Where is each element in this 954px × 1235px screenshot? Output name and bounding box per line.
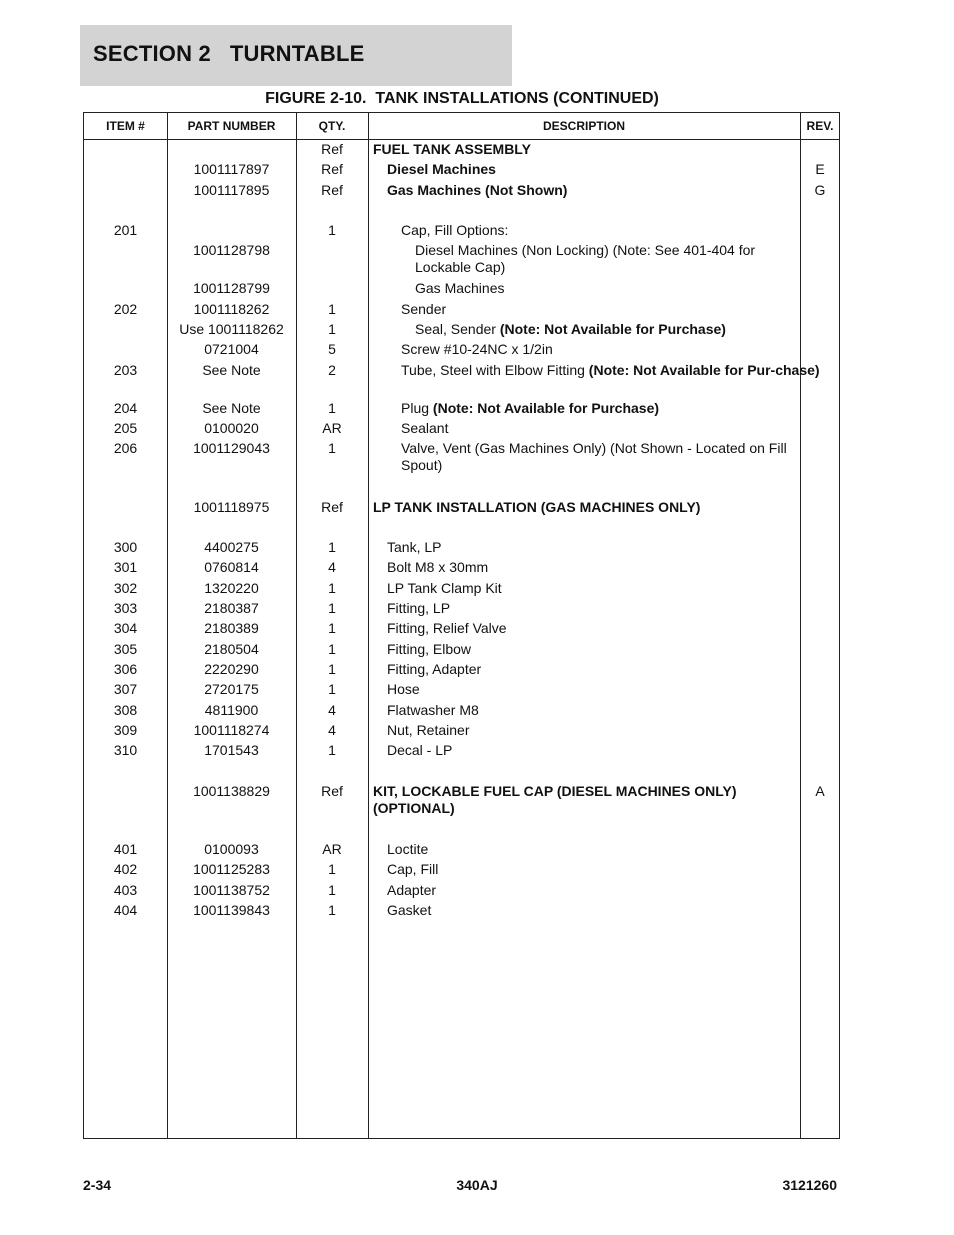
header-description: DESCRIPTION [542, 119, 625, 133]
model-name: 340AJ [456, 1177, 498, 1193]
description: LP Tank Clamp Kit [387, 579, 502, 596]
quantity: 1 [328, 300, 336, 317]
quantity: 1 [328, 222, 336, 239]
description: Sender [401, 300, 447, 317]
item-number: 401 [113, 841, 138, 858]
item-number: 404 [113, 901, 138, 918]
header-part-number: PART NUMBER [187, 119, 276, 133]
item-number: 204 [113, 399, 138, 416]
part-number: 0721004 [204, 341, 259, 358]
quantity: 1 [328, 881, 336, 898]
header-item: ITEM # [106, 119, 145, 133]
part-number: 0100020 [204, 419, 259, 436]
quantity: 1 [328, 579, 336, 596]
description: Cap, Fill [387, 861, 439, 878]
description: LP TANK INSTALLATION (GAS MACHINES ONLY) [373, 498, 701, 515]
table-body [84, 140, 839, 921]
quantity: 1 [328, 600, 336, 617]
item-number: 305 [113, 640, 138, 657]
quantity: Ref [321, 782, 343, 799]
part-number: 1001117897 [193, 161, 270, 178]
table-row [84, 701, 839, 721]
table-row [84, 399, 839, 419]
table-row [84, 439, 839, 477]
table-row [84, 221, 839, 241]
description [373, 321, 795, 338]
page-number: 2-34 [83, 1177, 112, 1193]
row-spacer [84, 477, 839, 497]
item-number: 201 [113, 222, 138, 239]
part-number: 1001118262 [193, 300, 270, 317]
description: Adapter [387, 881, 437, 898]
part-number: 1001129043 [193, 440, 270, 457]
table-row [84, 860, 839, 880]
section-title: SECTION 2 TURNTABLE [93, 41, 365, 66]
table-row [84, 419, 839, 439]
description: Screw #10-24NC x 1/2in [401, 341, 553, 358]
part-number: 1001118975 [193, 498, 270, 515]
table-row [84, 300, 839, 320]
description: Nut, Retainer [387, 721, 470, 738]
part-number: 1001138752 [193, 881, 270, 898]
table-row [84, 241, 839, 279]
table-row [84, 181, 839, 201]
part-number: 1001118274 [193, 721, 270, 738]
table-row [84, 340, 839, 360]
table-row [84, 721, 839, 741]
table-row [84, 361, 839, 399]
item-number: 301 [113, 559, 138, 576]
quantity: 4 [328, 721, 336, 738]
part-number: 2180389 [204, 620, 259, 637]
quantity: 4 [328, 559, 336, 576]
quantity: Ref [321, 498, 343, 515]
part-number: See Note [202, 361, 261, 378]
description: Gas Machines [415, 280, 505, 297]
row-spacer [84, 761, 839, 781]
table-row [84, 901, 839, 921]
description: Valve, Vent (Gas Machines Only) (Not Shown - Located on Fill Spout) [401, 440, 787, 474]
description: Diesel Machines [387, 161, 496, 178]
quantity: 1 [328, 620, 336, 637]
part-number: 2180504 [204, 640, 259, 657]
part-number: See Note [202, 399, 261, 416]
description: Hose [387, 681, 420, 698]
table-row [84, 579, 839, 599]
table-row [84, 140, 839, 160]
part-number: 2720175 [204, 681, 259, 698]
description: Sealant [401, 419, 449, 436]
description-text: Tube, Steel with Elbow Fitting [401, 361, 589, 378]
description-note: (Note: Not Available for Pur-chase) [588, 361, 820, 378]
table-row [84, 680, 839, 700]
quantity: 1 [328, 861, 336, 878]
description-text: Seal, Sender [415, 321, 500, 338]
table-row [84, 840, 839, 860]
revision: A [815, 782, 825, 799]
quantity: Ref [321, 181, 343, 198]
figure-title: FIGURE 2-10. TANK INSTALLATIONS (CONTINUED) [265, 90, 659, 107]
item-number: 310 [113, 742, 138, 759]
description: Fitting, Elbow [387, 640, 472, 657]
quantity: 1 [328, 640, 336, 657]
description: Loctite [387, 841, 429, 858]
description: Gas Machines (Not Shown) [387, 181, 568, 198]
description: Tank, LP [387, 539, 442, 556]
quantity: 1 [328, 440, 336, 457]
description: FUEL TANK ASSEMBLY [373, 141, 531, 157]
item-number: 206 [113, 440, 138, 457]
item-number: 402 [113, 861, 138, 878]
part-number: 1001128798 [193, 242, 270, 259]
table-row [84, 498, 839, 518]
quantity: AR [322, 841, 342, 858]
description [373, 400, 823, 417]
quantity: 1 [328, 681, 336, 698]
quantity: 1 [328, 901, 336, 918]
item-number: 205 [113, 419, 138, 436]
header-rev: REV. [806, 119, 834, 133]
part-number: 1001125283 [193, 861, 270, 878]
description: Fitting, LP [387, 600, 451, 617]
item-number: 302 [113, 579, 138, 596]
description-text: Plug [401, 399, 433, 416]
item-number: 306 [113, 660, 138, 677]
table-row [84, 160, 839, 180]
part-number: 1001117895 [193, 181, 270, 198]
part-number: 1001138829 [193, 782, 270, 799]
table-row [84, 279, 839, 299]
table-row [84, 640, 839, 660]
description: Gasket [387, 901, 432, 918]
quantity: 1 [328, 399, 336, 416]
item-number: 309 [113, 721, 138, 738]
description: KIT, LOCKABLE FUEL CAP (DIESEL MACHINES ONLY) (OPTIONAL) [373, 782, 737, 816]
part-number: 1320220 [204, 579, 259, 596]
quantity: 1 [328, 321, 336, 338]
quantity: AR [322, 419, 342, 436]
part-number: 4400275 [204, 539, 259, 556]
table-row [84, 660, 839, 680]
table-row [84, 782, 839, 820]
description: Fitting, Relief Valve [387, 620, 507, 637]
part-number: 4811900 [204, 701, 259, 718]
table-row [84, 619, 839, 639]
part-number: 2220290 [204, 660, 259, 677]
document-number: 3121260 [782, 1177, 837, 1193]
part-number: 0760814 [204, 559, 259, 576]
section-banner [80, 25, 512, 86]
part-number: 2180387 [204, 600, 259, 617]
row-spacer [84, 201, 839, 221]
table-row [84, 599, 839, 619]
description [373, 362, 823, 379]
item-number: 203 [113, 361, 138, 378]
description: Cap, Fill Options: [401, 222, 509, 239]
item-number: 304 [113, 620, 138, 637]
item-number: 300 [113, 539, 138, 556]
quantity: Ref [321, 141, 343, 157]
quantity: 1 [328, 539, 336, 556]
item-number: 303 [113, 600, 138, 617]
description: Flatwasher M8 [387, 701, 479, 718]
quantity: 5 [328, 341, 336, 358]
quantity: 2 [328, 361, 336, 378]
item-number: 308 [113, 701, 138, 718]
table-row [84, 538, 839, 558]
row-spacer [84, 518, 839, 538]
item-number: 202 [113, 300, 138, 317]
table-row [84, 741, 839, 761]
part-number: 1001139843 [193, 901, 270, 918]
part-number: Use 1001118262 [179, 321, 284, 338]
item-number: 307 [113, 681, 138, 698]
description-note: (Note: Not Available for Purchase) [432, 399, 660, 416]
part-number: 0100093 [204, 841, 259, 858]
table-row [84, 320, 839, 340]
description: Fitting, Adapter [387, 660, 482, 677]
part-number: 1001128799 [193, 280, 270, 297]
description: Diesel Machines (Non Locking) (Note: See 401-404 for Lockable Cap) [415, 242, 756, 276]
revision: E [815, 161, 825, 178]
description-note: (Note: Not Available for Purchase) [499, 321, 726, 338]
revision: G [814, 181, 826, 198]
item-number: 403 [113, 881, 138, 898]
part-number: 1701543 [204, 742, 259, 759]
quantity: 1 [328, 742, 336, 759]
header-qty: QTY. [318, 119, 346, 133]
quantity: Ref [321, 161, 343, 178]
table-row [84, 558, 839, 578]
row-spacer [84, 820, 839, 840]
quantity: 1 [328, 660, 336, 677]
description: Bolt M8 x 30mm [387, 559, 489, 576]
parts-table [83, 112, 840, 1139]
quantity: 4 [328, 701, 336, 718]
table-row [84, 881, 839, 901]
description: Decal - LP [387, 742, 453, 759]
